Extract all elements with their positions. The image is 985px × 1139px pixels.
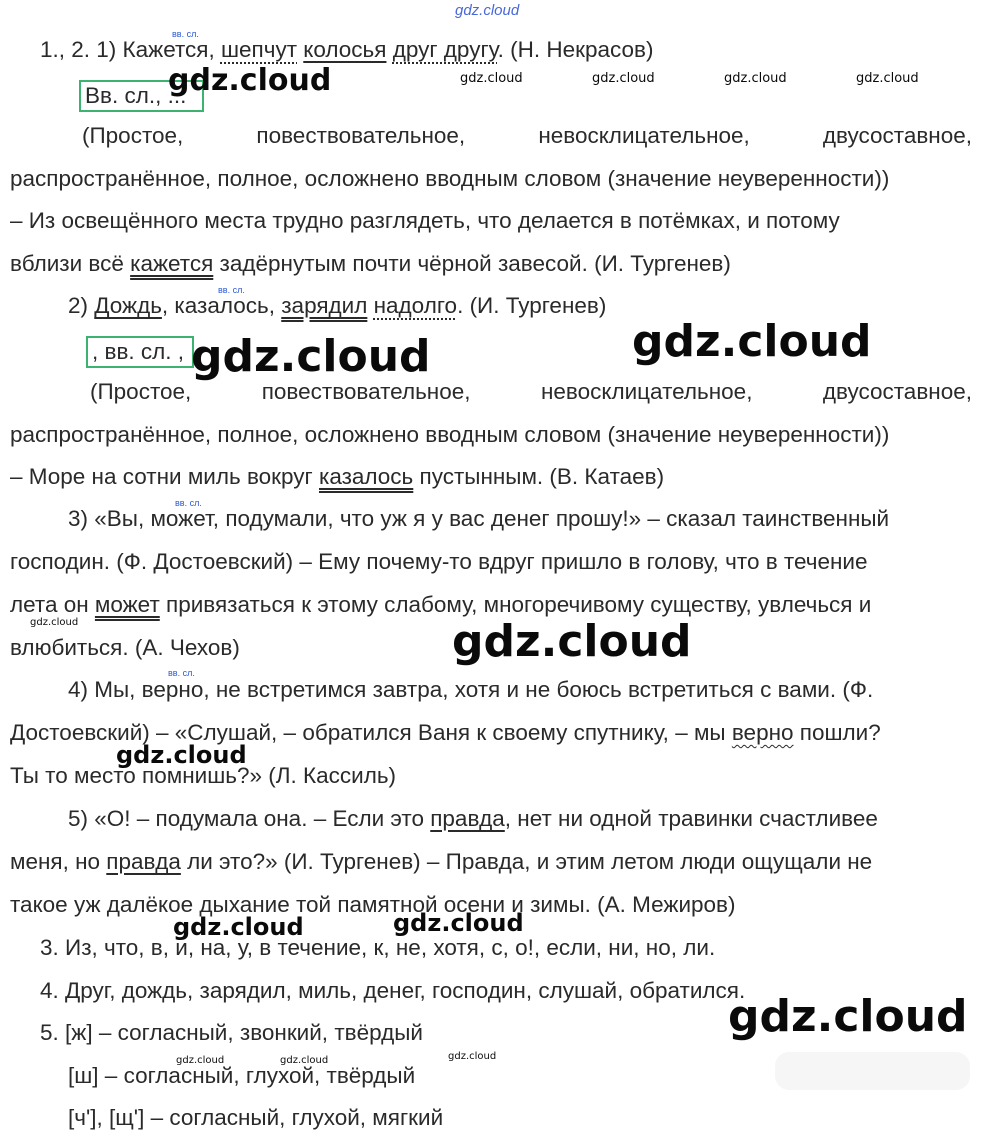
text: , казалось, xyxy=(161,293,282,318)
desc-word: повествовательное, xyxy=(261,379,471,404)
faint-overlay xyxy=(775,1052,970,1090)
example-line-1: – Из освещённого места трудно разглядеть, что делается в потёмках, и потому xyxy=(10,208,840,233)
desc-word: повествовательное, xyxy=(256,123,466,148)
intro-word-mark: вв. сл. xyxy=(218,285,245,295)
sentence-5-line-2 xyxy=(10,847,974,877)
watermark: gdz.cloud xyxy=(448,1051,497,1062)
scheme-box-2: , вв. сл. , xyxy=(86,336,194,368)
watermark: gdz.cloud xyxy=(30,617,79,628)
word-pravda-2: правда xyxy=(106,849,181,874)
watermark: gdz.cloud xyxy=(460,71,523,86)
text: задёрнутым почти чёрной завесой. (И. Тургенев) xyxy=(213,251,731,276)
text: пустынным. (В. Катаев) xyxy=(413,464,665,489)
desc-word: невосклицательное, xyxy=(540,379,753,404)
intro-word-mark: вв. сл. xyxy=(175,498,202,508)
example-line-2 xyxy=(10,249,974,279)
watermark: gdz.cloud xyxy=(724,71,787,86)
intro-word-mark: вв. сл. xyxy=(172,29,199,39)
sentence-3-line-2: господин. (Ф. Достоевский) – Ему почему-то вдруг пришло в голову, что в течение xyxy=(10,549,868,574)
description-line-2b: распространённое, полное, осложнено вводным словом (значение неуверенности)) xyxy=(10,422,890,447)
desc-word: двусоставное, xyxy=(822,379,972,404)
watermark: gdz.cloud xyxy=(393,909,524,937)
task-4: 4. Друг, дождь, зарядил, миль, денег, господин, слушай, обратился. xyxy=(40,978,746,1003)
watermark: gdz.cloud xyxy=(280,1055,329,1066)
text: 2) xyxy=(68,293,95,318)
word-drug-drugu: друг другу xyxy=(392,37,498,62)
task-3: 3. Из, что, в, и, на, у, в течение, к, не, хотя, с, о!, если, ни, но, ли. xyxy=(40,935,716,960)
sentence-1-prefix: 1., 2. 1) Кажется, xyxy=(40,37,221,62)
text: пошли? xyxy=(793,720,881,745)
text: . (И. Тургенев) xyxy=(457,293,607,318)
sentence-4-line-1: 4) Мы, верно, не встретимся завтра, хотя и не боюсь встретиться с вами. (Ф. xyxy=(68,677,874,702)
desc-word: (Простое, xyxy=(90,379,192,404)
word-mozhet: может xyxy=(94,592,160,617)
text: , нет ни одной травинки счастливее xyxy=(504,806,878,831)
desc-word: невосклицательное, xyxy=(538,123,750,148)
watermark: gdz.cloud xyxy=(728,991,968,1042)
text: – Море на сотни миль вокруг xyxy=(10,464,319,489)
word-kazalos: казалось xyxy=(318,464,414,489)
sentence-1 xyxy=(40,35,654,65)
watermark: gdz.cloud xyxy=(632,316,872,367)
intro-word-mark: вв. сл. xyxy=(168,668,195,678)
word-nadolgo: надолго xyxy=(373,293,458,318)
text: Достоевский) – «Слушай, – обратился Ваня к своему спутнику, – мы xyxy=(10,720,732,745)
watermark: gdz.cloud xyxy=(592,71,655,86)
sentence-5-line-3: такое уж далёкое дыхание той памятной осени и зимы. (А. Межиров) xyxy=(10,892,736,917)
sentence-3-line-4: влюбиться. (А. Чехов) xyxy=(10,635,240,660)
sentence-5-line-1 xyxy=(68,804,974,834)
watermark: gdz.cloud xyxy=(191,331,431,382)
task-5-line-1: 5. [ж] – согласный, звонкий, твёрдый xyxy=(40,1020,423,1045)
watermark: gdz.cloud xyxy=(856,71,919,86)
watermark: gdz.cloud xyxy=(452,616,692,667)
scheme-box-1: Вв. сл., ... xyxy=(79,80,204,112)
watermark: gdz.cloud xyxy=(173,913,304,941)
watermark: gdz.cloud xyxy=(176,1055,225,1066)
description-line-2: распространённое, полное, осложнено вводным словом (значение неуверенности)) xyxy=(10,166,890,191)
word-kazhetsya: кажется xyxy=(130,251,214,276)
word-dozhd: Дождь xyxy=(94,293,162,318)
word-verno: верно xyxy=(731,720,794,745)
text: меня, но xyxy=(10,849,107,874)
watermark: gdz.cloud xyxy=(168,63,332,98)
sentence-1-suffix: . (Н. Некрасов) xyxy=(497,37,654,62)
word-pravda-1: правда xyxy=(430,806,505,831)
task-5-line-3: [ч'], [щ'] – согласный, глухой, мягкий xyxy=(68,1105,444,1130)
top-watermark: gdz.cloud xyxy=(455,2,520,19)
text: ли это?» (И. Тургенев) – Правда, и этим летом люди ощущали не xyxy=(180,849,873,874)
description-line-1 xyxy=(82,121,972,151)
sentence-2 xyxy=(68,291,606,321)
text: вблизи всё xyxy=(10,251,131,276)
task-5-line-2: [ш] – согласный, глухой, твёрдый xyxy=(68,1063,416,1088)
word-zaryadil: зарядил xyxy=(281,293,368,318)
text: 5) «О! – подумала она. – Если это xyxy=(68,806,431,831)
watermark: gdz.cloud xyxy=(116,741,247,769)
desc-word: (Простое, xyxy=(82,123,184,148)
example-line-3 xyxy=(10,462,974,492)
word-shepchut: шепчут xyxy=(220,37,297,62)
text: лета он xyxy=(10,592,95,617)
sentence-3-line-1: 3) «Вы, может, подумали, что уж я у вас денег прошу!» – сказал таинственный xyxy=(68,506,890,531)
desc-word: двусоставное, xyxy=(822,123,972,148)
word-kolosya: колосья xyxy=(303,37,387,62)
sentence-4-line-3: Ты то место помнишь?» (Л. Кассиль) xyxy=(10,763,397,788)
text: привязаться к этому слабому, многоречивому существу, увлечься и xyxy=(159,592,872,617)
